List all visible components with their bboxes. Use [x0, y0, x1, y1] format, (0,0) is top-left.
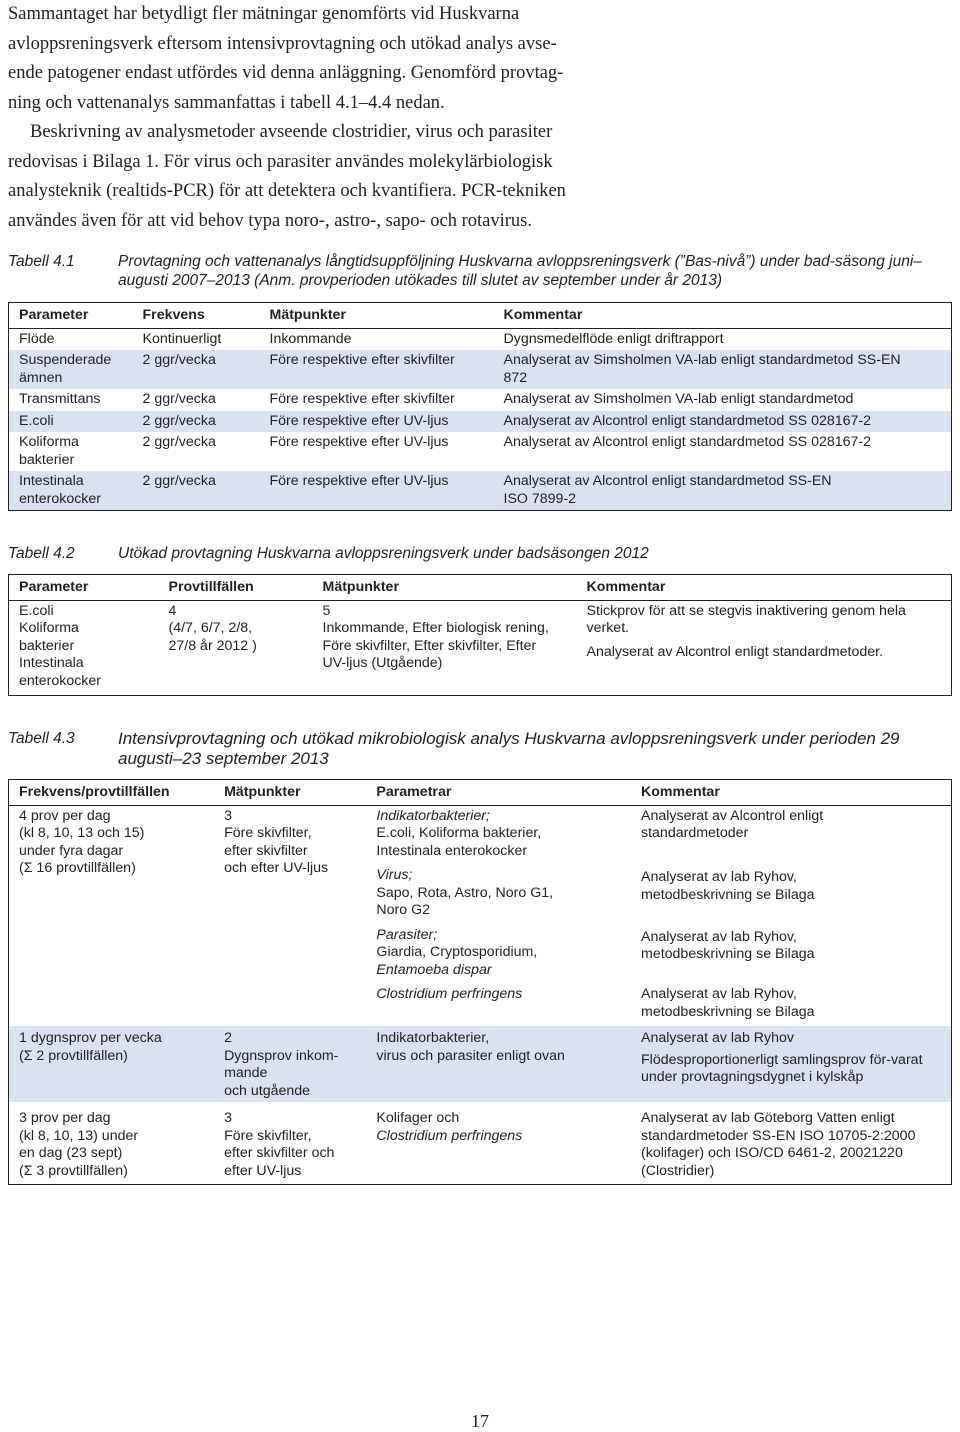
table-row	[9, 805, 952, 865]
cell-kommentar: Analyserat av lab Ryhov, metodbeskrivning se Bilaga	[641, 986, 815, 1020]
table2-caption-text: Utökad provtagning Huskvarna avloppsreningsverk under badsäsongen 2012	[118, 545, 649, 562]
frekvens-line: (Σ 16 provtillfällen)	[19, 860, 136, 876]
cell-kommentar: Analyserat av Alcontrol enligt standardmetoder	[641, 807, 824, 841]
frekvens-line: en dag (23 sept)	[19, 1145, 123, 1161]
column-header: Parameter	[9, 303, 133, 329]
cell-parameter: Transmittans	[19, 391, 101, 407]
cell-matpunkter	[214, 1026, 366, 1102]
cell-kommentar: Analyserat av lab Göteborg Vatten enligt standardmetoder SS-EN ISO 10705-2:2000 (kolifager) och ISO/CD 6461-2, 20021220 (Clostridier)	[641, 1110, 916, 1179]
table-header-row	[9, 780, 952, 806]
parametrar-line: Indikatorbakterier,	[376, 1030, 490, 1046]
table-row	[9, 600, 952, 696]
intro-line: ning och vattenanalys sammanfattas i tabell 4.1–4.4 nedan.	[8, 92, 445, 113]
table-header-row	[9, 303, 952, 329]
cell-frekvens: 2 ggr/vecka	[142, 391, 216, 407]
cell-kommentar: Analyserat av Alcontrol enligt standardmetod SS-EN ISO 7899-2	[494, 471, 952, 511]
cell-kommentar: Analyserat av Simsholmen VA-lab enligt standardmetod SS-EN 872	[494, 350, 952, 389]
cell-matpunkter	[214, 805, 366, 1026]
parameter-item: E.coli	[19, 602, 54, 619]
column-header: Provtillfällen	[159, 575, 313, 601]
cell-parametrar	[366, 1102, 631, 1185]
matpunkter-line: och utgående	[224, 1082, 311, 1099]
provtillfallen-dates: (4/7, 6/7, 2/8, 27/8 år 2012 )	[168, 620, 257, 654]
frekvens-line: 1 dygnsprov per vecka	[19, 1030, 162, 1046]
table-4-1	[8, 302, 952, 511]
intro-paragraph	[8, 0, 948, 236]
cell-matpunkter: Före respektive efter UV-ljus	[260, 411, 494, 433]
parameter-item: Intestinala enterokocker	[19, 655, 102, 689]
cell-parameter: Suspenderade ämnen	[9, 350, 133, 389]
table3-label: Tabell 4.3	[8, 730, 75, 747]
column-header: Parameter	[9, 575, 159, 601]
matpunkter-line: Dygnsprov inkom-	[224, 1047, 339, 1064]
table3-caption-text: Intensivprovtagning och utökad mikrobiologisk analys Huskvarna avloppsreningsverk under perioden 29 augusti–23 september 2013	[118, 729, 900, 768]
provtillfallen-count: 4	[168, 602, 177, 619]
cell-frekvens: 2 ggr/vecka	[133, 350, 260, 389]
frekvens-line: (kl 8, 10, 13 och 15)	[19, 825, 145, 841]
column-header: Kommentar	[577, 575, 952, 601]
cell-parameter: Koliforma bakterier	[19, 434, 79, 468]
matpunkter-line: efter skivfilter	[224, 842, 308, 859]
kommentar-line: Analyserat av Alcontrol enligt standardmetoder.	[586, 643, 884, 660]
frekvens-line: (Σ 2 provtillfällen)	[19, 1047, 128, 1064]
matpunkter-line: 3	[224, 807, 232, 824]
frekvens-line: under fyra dagar	[19, 842, 124, 859]
matpunkter-line: 3	[224, 1110, 232, 1126]
kommentar-line: Stickprov för att se stegvis inaktivering genom hela verket.	[586, 602, 906, 636]
intro-line: Sammantaget har betydligt fler mätningar genomförts vid Huskvarna	[8, 4, 520, 24]
cell-frekvens	[9, 1026, 215, 1102]
cell-kommentar: Analyserat av lab Ryhov, metodbeskrivning se Bilaga	[641, 928, 815, 962]
matpunkter-list: Inkommande, Efter biologisk rening, Före skivfilter, Efter skivfilter, Efter UV-ljus (Utgående)	[322, 620, 549, 671]
table1-label: Tabell 4.1	[8, 253, 75, 270]
cell-matpunkter	[214, 1102, 366, 1185]
parameter-item: Koliforma bakterier	[19, 620, 79, 654]
cell-frekvens: 2 ggr/vecka	[133, 471, 260, 511]
cell-parametrar	[366, 1026, 631, 1102]
table-row	[9, 1026, 952, 1102]
matpunkter-line: Före skivfilter,	[224, 825, 312, 841]
parametrar-heading: Clostridium perfringens	[376, 986, 523, 1002]
table-row	[9, 328, 952, 350]
frekvens-line: 3 prov per dag	[19, 1110, 111, 1126]
intro-line: avloppsreningsverk eftersom intensivprovtagning och utökad analys avse-	[8, 33, 557, 54]
matpunkter-line: efter UV-ljus	[224, 1162, 302, 1179]
cell-parameter: Intestinala enterokocker	[9, 471, 133, 511]
column-header: Frekvens	[133, 303, 260, 329]
cell-provtillfallen	[159, 600, 313, 696]
cell-matpunkter: Före respektive efter skivfilter	[269, 391, 455, 407]
cell-kommentar: Analyserat av Alcontrol enligt standardmetod SS 028167-2	[494, 411, 952, 433]
parametrar-text: Sapo, Rota, Astro, Noro G1, Noro G2	[376, 884, 554, 918]
cell-kommentar: Analyserat av Alcontrol enligt standardmetod SS 028167-2	[503, 434, 872, 450]
matpunkter-line: mande	[224, 1065, 268, 1081]
frekvens-line: 4 prov per dag	[19, 807, 111, 824]
cell-parameter	[9, 600, 159, 696]
table-4-2	[8, 574, 952, 696]
kommentar-line: Analyserat av lab Ryhov	[641, 1030, 794, 1046]
cell-kommentar	[577, 600, 952, 696]
intro-line: Beskrivning av analysmetoder avseende clostridier, virus och parasiter	[30, 122, 553, 142]
column-header: Mätpunkter	[214, 780, 366, 806]
kommentar-line: Flödesproportionerligt samlingsprov för-varat under provtagningsdygnet i kylskåp	[641, 1051, 923, 1085]
table-row	[9, 389, 952, 411]
column-header: Mätpunkter	[313, 575, 577, 601]
matpunkter-line: 2	[224, 1030, 232, 1046]
column-header: Parametrar	[366, 780, 631, 806]
table-row	[9, 411, 952, 433]
table-4-3	[8, 779, 952, 1185]
matpunkter-line: Före skivfilter,	[224, 1127, 312, 1144]
table-row	[9, 350, 952, 389]
page-number: 17	[471, 1411, 489, 1431]
matpunkter-line: och efter UV-ljus	[224, 860, 329, 876]
parametrar-text: E.coli, Koliforma bakterier, Intestinala enterokocker	[376, 825, 542, 859]
cell-matpunkter: Före respektive efter UV-ljus	[269, 434, 449, 450]
table-row	[9, 471, 952, 511]
parametrar-line-italic: Clostridium perfringens	[376, 1127, 523, 1144]
cell-matpunkter: Före respektive efter UV-ljus	[260, 471, 494, 511]
cell-parameter: Flöde	[19, 330, 55, 347]
parametrar-text: Giardia, Cryptosporidium,	[376, 944, 538, 960]
matpunkter-line: efter skivfilter och	[224, 1145, 335, 1161]
intro-line: användes även för att vid behov typa noro-, astro-, sapo- och rotavirus.	[8, 210, 533, 231]
table-row	[9, 1102, 952, 1185]
cell-parametrar	[366, 865, 631, 925]
column-header: Kommentar	[631, 780, 952, 806]
intro-line: ende patogener endast utfördes vid denna anläggning. Genomförd provtag-	[8, 63, 564, 83]
cell-matpunkter	[313, 600, 577, 696]
frekvens-line: (kl 8, 10, 13) under	[19, 1127, 139, 1144]
cell-kommentar: Analyserat av Simsholmen VA-lab enligt standardmetod	[503, 391, 854, 407]
cell-parameter: E.coli	[9, 411, 133, 433]
cell-matpunkter: Inkommande	[269, 330, 352, 347]
parametrar-text-italic: Entamoeba dispar	[376, 961, 492, 978]
table-header-row	[9, 575, 952, 601]
matpunkter-count: 5	[322, 602, 331, 619]
cell-parametrar	[366, 925, 631, 985]
column-header: Frekvens/provtillfällen	[9, 780, 215, 806]
cell-kommentar: Analyserat av lab Ryhov, metodbeskrivning se Bilaga	[641, 869, 815, 903]
table1-caption-text: Provtagning och vattenanalys långtidsuppföljning Huskvarna avloppsreningsverk (”Bas-nivå”) under bad-säsong juni–augusti 2007–2013 (Anm. provperioden utökades till slutet av september under år 2013)	[118, 253, 922, 289]
intro-line: redovisas i Bilaga 1. För virus och parasiter användes molekylärbiologisk	[8, 151, 553, 172]
parametrar-heading: Parasiter;	[376, 926, 438, 943]
cell-parametrar	[366, 805, 631, 865]
frekvens-line: (Σ 3 provtillfällen)	[19, 1162, 128, 1179]
parametrar-heading: Virus;	[376, 867, 413, 883]
column-header: Kommentar	[494, 303, 952, 329]
table-row	[9, 432, 952, 471]
intro-line: analysteknik (realtids-PCR) för att detektera och kvantifiera. PCR-tekniken	[8, 181, 566, 201]
cell-parametrar	[366, 984, 631, 1026]
column-header: Mätpunkter	[260, 303, 494, 329]
cell-kommentar: Dygnsmedelflöde enligt driftrapport	[503, 330, 724, 347]
cell-frekvens	[9, 805, 215, 1026]
cell-kommentar	[631, 1026, 952, 1102]
cell-frekvens	[9, 1102, 215, 1185]
cell-frekvens: 2 ggr/vecka	[133, 411, 260, 433]
parametrar-line: virus och parasiter enligt ovan	[376, 1047, 565, 1064]
table2-label: Tabell 4.2	[8, 545, 75, 562]
parametrar-heading: Indikatorbakterier;	[376, 807, 490, 824]
cell-frekvens: 2 ggr/vecka	[142, 434, 216, 450]
cell-frekvens: Kontinuerligt	[142, 330, 222, 347]
cell-matpunkter: Före respektive efter skivfilter	[260, 350, 494, 389]
parametrar-line: Kolifager och	[376, 1110, 460, 1126]
